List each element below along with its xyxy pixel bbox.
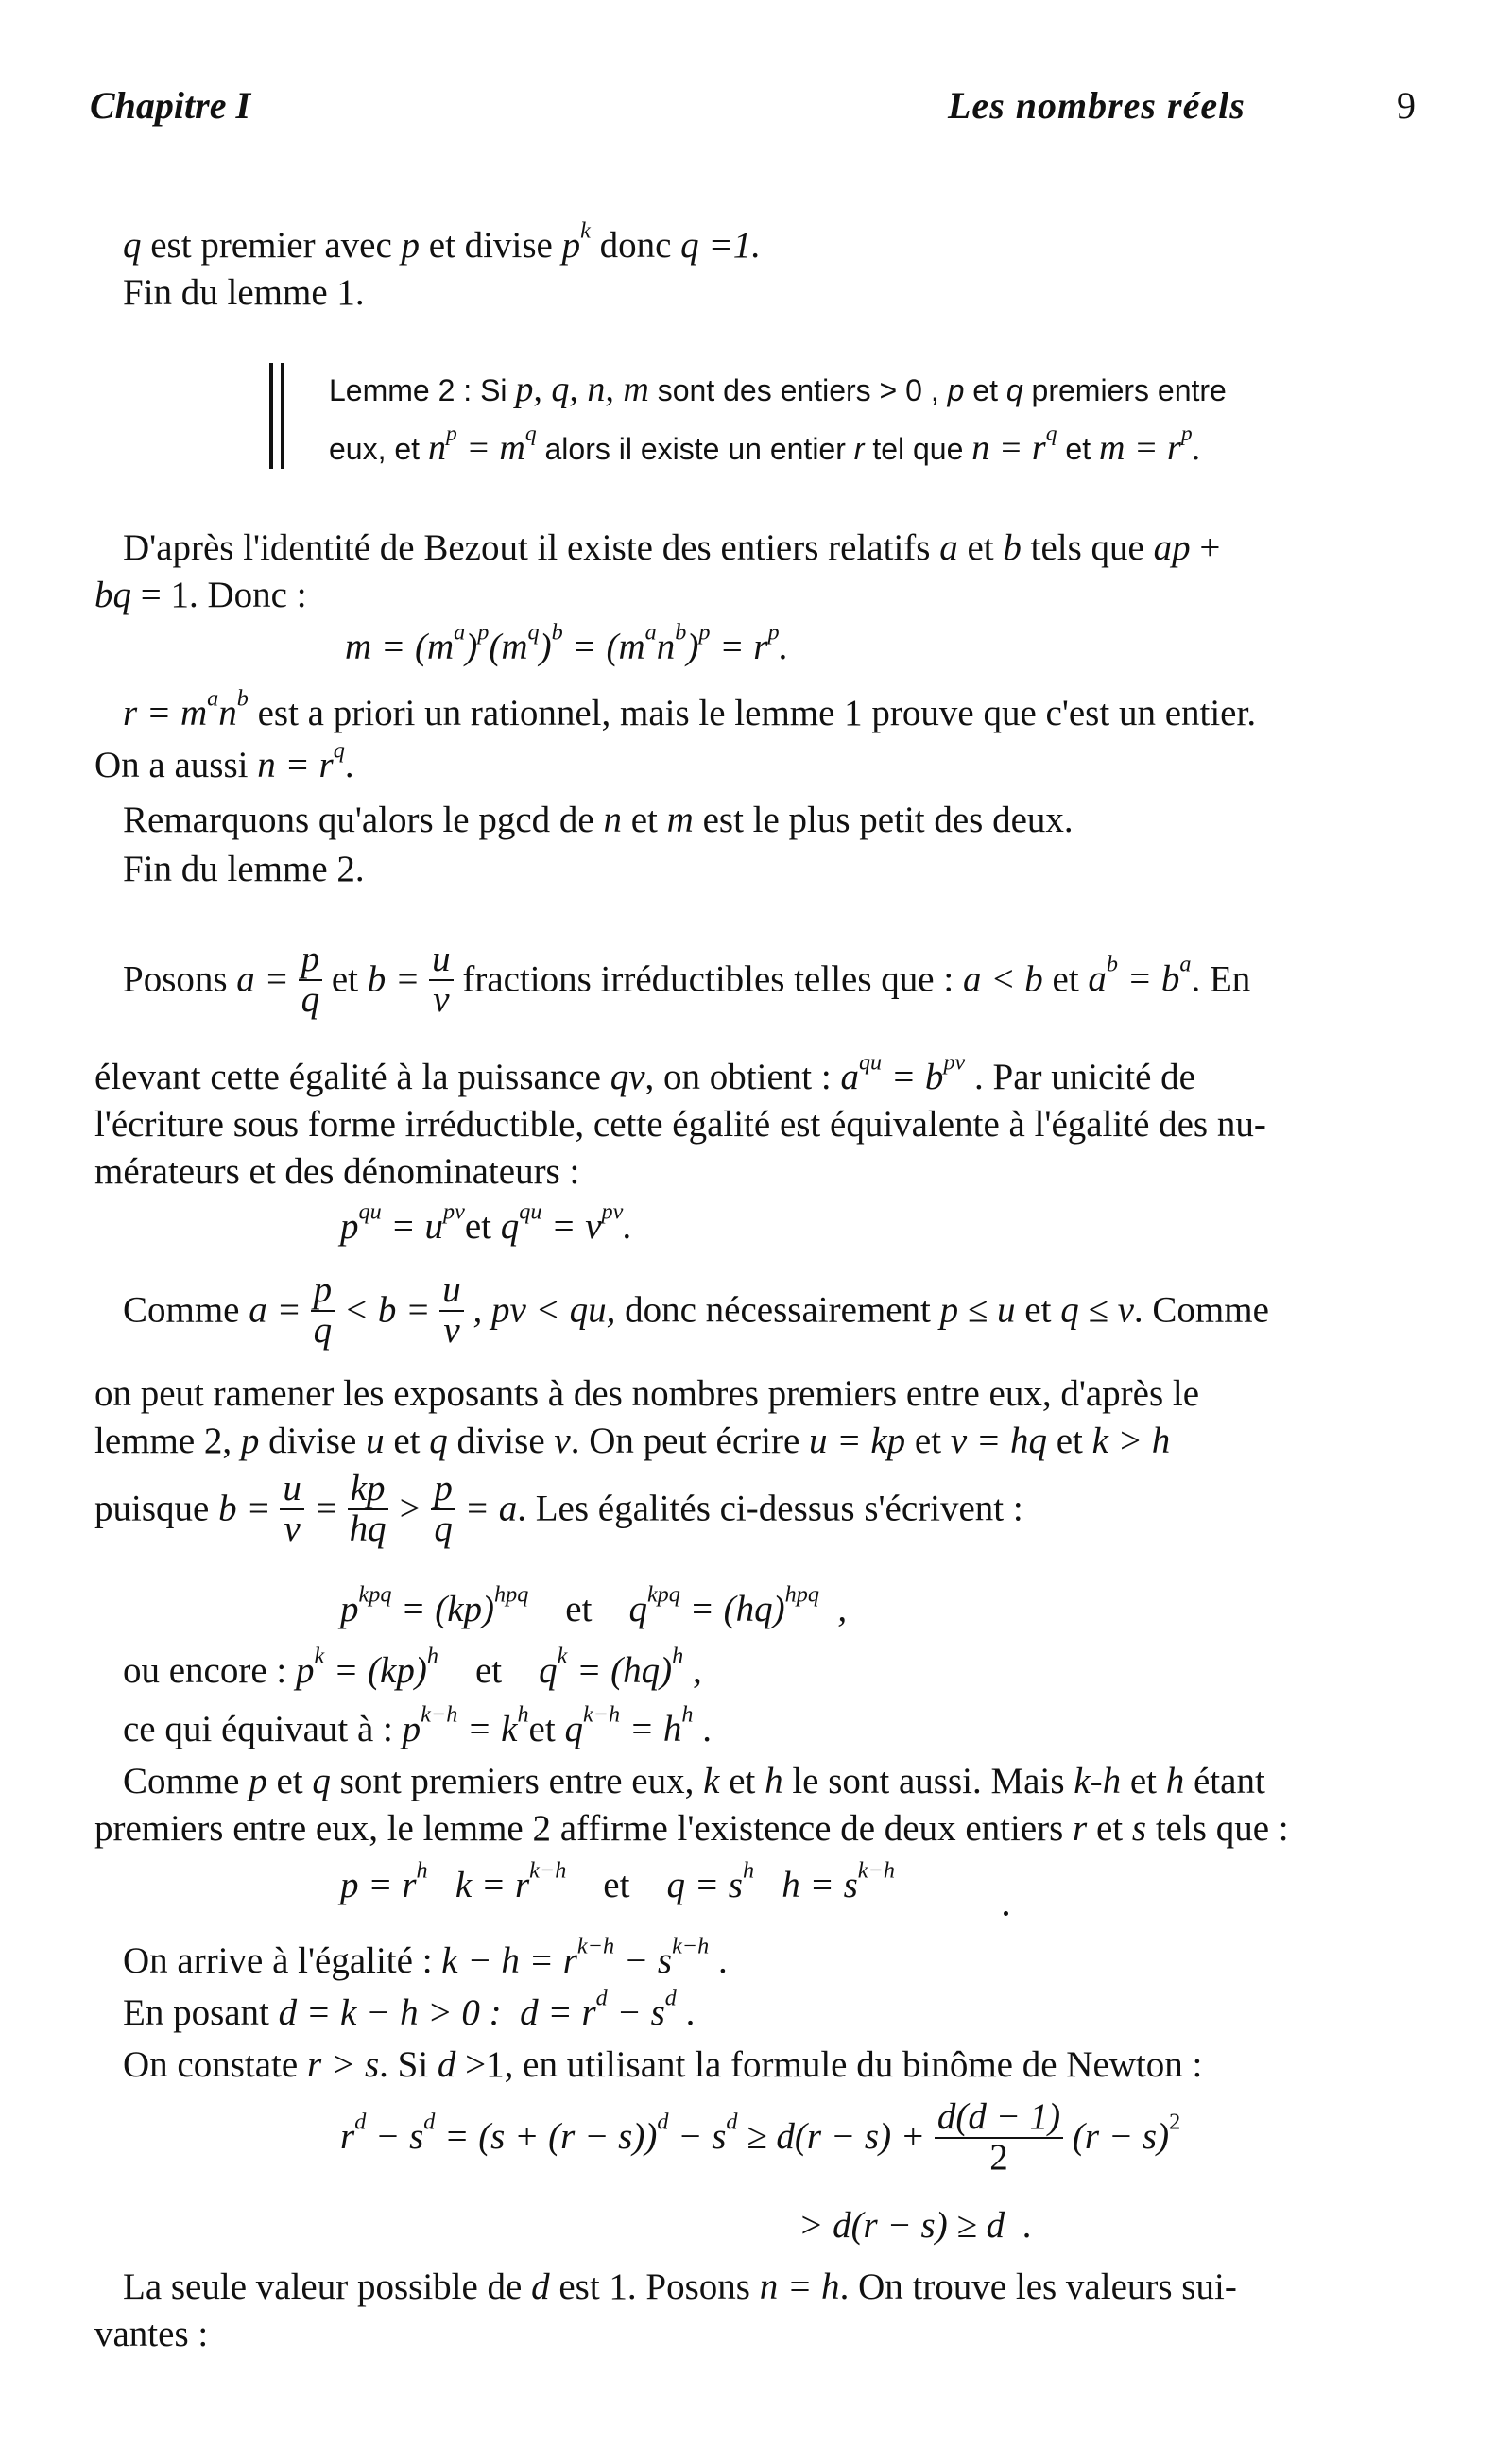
bezout-line2: bq = 1. Donc : (94, 575, 307, 615)
posant-line: En posant d = k − h > 0 : $d = r^d - s^d$ . (123, 1985, 696, 2033)
bezout-remark: Remarquons qu'alors le pgcd de n et m est le plus petit des deux. (123, 800, 1074, 840)
lemma-rule-left (269, 363, 273, 469)
page-number: 9 (1397, 84, 1416, 127)
chapter-label: Chapitre I (90, 84, 251, 127)
stray-dot (1004, 1911, 1008, 1916)
premiers-line: premiers entre eux, le lemme 2 affirme l'existence de deux entiers r et s tels que : (94, 1808, 1289, 1849)
lemma1-conclusion: q est premier avec p et divise $p^k$ donc q =1. (123, 217, 761, 266)
numerator-equation: $p^{qu} = u^{pv}et$ $q^{qu} = v^{pv}$. (340, 1198, 633, 1247)
binomial-inequality-2: > d(r − s) ≥ d . (799, 2205, 1033, 2246)
ecriture-line: l'écriture sous forme irréductible, cette égalité est équivalente à l'égalité des nu- (94, 1104, 1266, 1145)
lemma1-end: Fin du lemme 1. (123, 272, 365, 313)
bezout-equation: $m = (m^a)^p(m^q)^b = (m^an^b)^p = r^p$. (345, 619, 789, 667)
section-title: Les nombres réels (948, 84, 1246, 127)
lemma2-statement-line1: Lemme 2 : Si p, q, n, m sont des entiers > 0 , p et q premiers entre (329, 370, 1227, 409)
bezout-r-line: $r = m^an^b$ est a priori un rationnel, mais le lemme 1 prouve que c'est un entier. (123, 685, 1257, 733)
ramener-line: on peut ramener les exposants à des nombres premiers entre eux, d'après le (94, 1373, 1200, 1414)
arrive-line: On arrive à l'égalité : $k - h = r^{k-h} - s^{k-h}$ . (123, 1933, 728, 1981)
divise-line: lemme 2, p divise u et q divise v. On peut écrire u = kp et v = hq et k > h (94, 1421, 1171, 1461)
seule-line: La seule valeur possible de d est 1. Posons n = h. On trouve les valeurs sui- (123, 2266, 1237, 2307)
comme-line: Comme a = $\frac{p}{q}$ < b = $\frac{u}{v}$ , pv < qu, donc nécessairement p ≤ u et q ≤ v. Comme (123, 1269, 1269, 1351)
power-equation: $p^{kpq} = (kp)^{hpq}$ et $q^{kpq} = (hq)^{hpq}$ , (340, 1581, 848, 1629)
binomial-inequality: $r^d - s^d = (s + (r - s))^d - s^d \ge d(r - s)$ + $\frac{d(d - 1)}{2}$ $(r - s)^2$ (340, 2096, 1181, 2178)
bezout-also: On a aussi $n = r^q$. (94, 737, 354, 785)
elevant-line: élevant cette égalité à la puissance qv, on obtient : $a^{qu} = b^{pv}$ . Par unicité de (94, 1049, 1195, 1097)
lemma2-statement-line2: eux, et $n^p = m^q$ alors il existe un entier r tel que $n = r^q$ et $m = r^p$. (329, 421, 1202, 468)
posons-line: Posons a = $\frac{p}{q}$ et b = $\frac{u}{v}$ fractions irréductibles telles que : a < b et $a^b = b^a$. En (123, 939, 1251, 1020)
lemma-rule-right (281, 363, 284, 469)
constate-line: On constate r > s. Si d >1, en utilisant la formule du binôme de Newton : (123, 2044, 1203, 2085)
rs-equation: $p = r^h$ $k = r^{k-h}$ et $q = s^h$ $h = s^{k-h}$ (340, 1857, 895, 1905)
lemma2-end: Fin du lemme 2. (123, 849, 365, 889)
bezout-line1: D'après l'identité de Bezout il existe des entiers relatifs a et b tels que ap + (123, 527, 1221, 568)
equivaut-line: ce qui équivaut à : $p^{k-h} = k^het$ $q^{k-h} = h^h$ . (123, 1701, 712, 1749)
ou-encore-line: ou encore : $p^k = (kp)^h$ et $q^k = (hq)^h$ , (123, 1643, 702, 1691)
merateurs-line: mérateurs et des dénominateurs : (94, 1151, 580, 1192)
puisque-line: puisque b = $\frac{u}{v}$ = $\frac{kp}{hq}$ > $\frac{p}{q}$ = a. Les égalités ci-dessus s'écrivent : (94, 1468, 1023, 1549)
comme-pq-line: Comme p et q sont premiers entre eux, k et h le sont aussi. Mais k-h et h étant (123, 1761, 1265, 1801)
vantes-line: vantes : (94, 2314, 209, 2354)
